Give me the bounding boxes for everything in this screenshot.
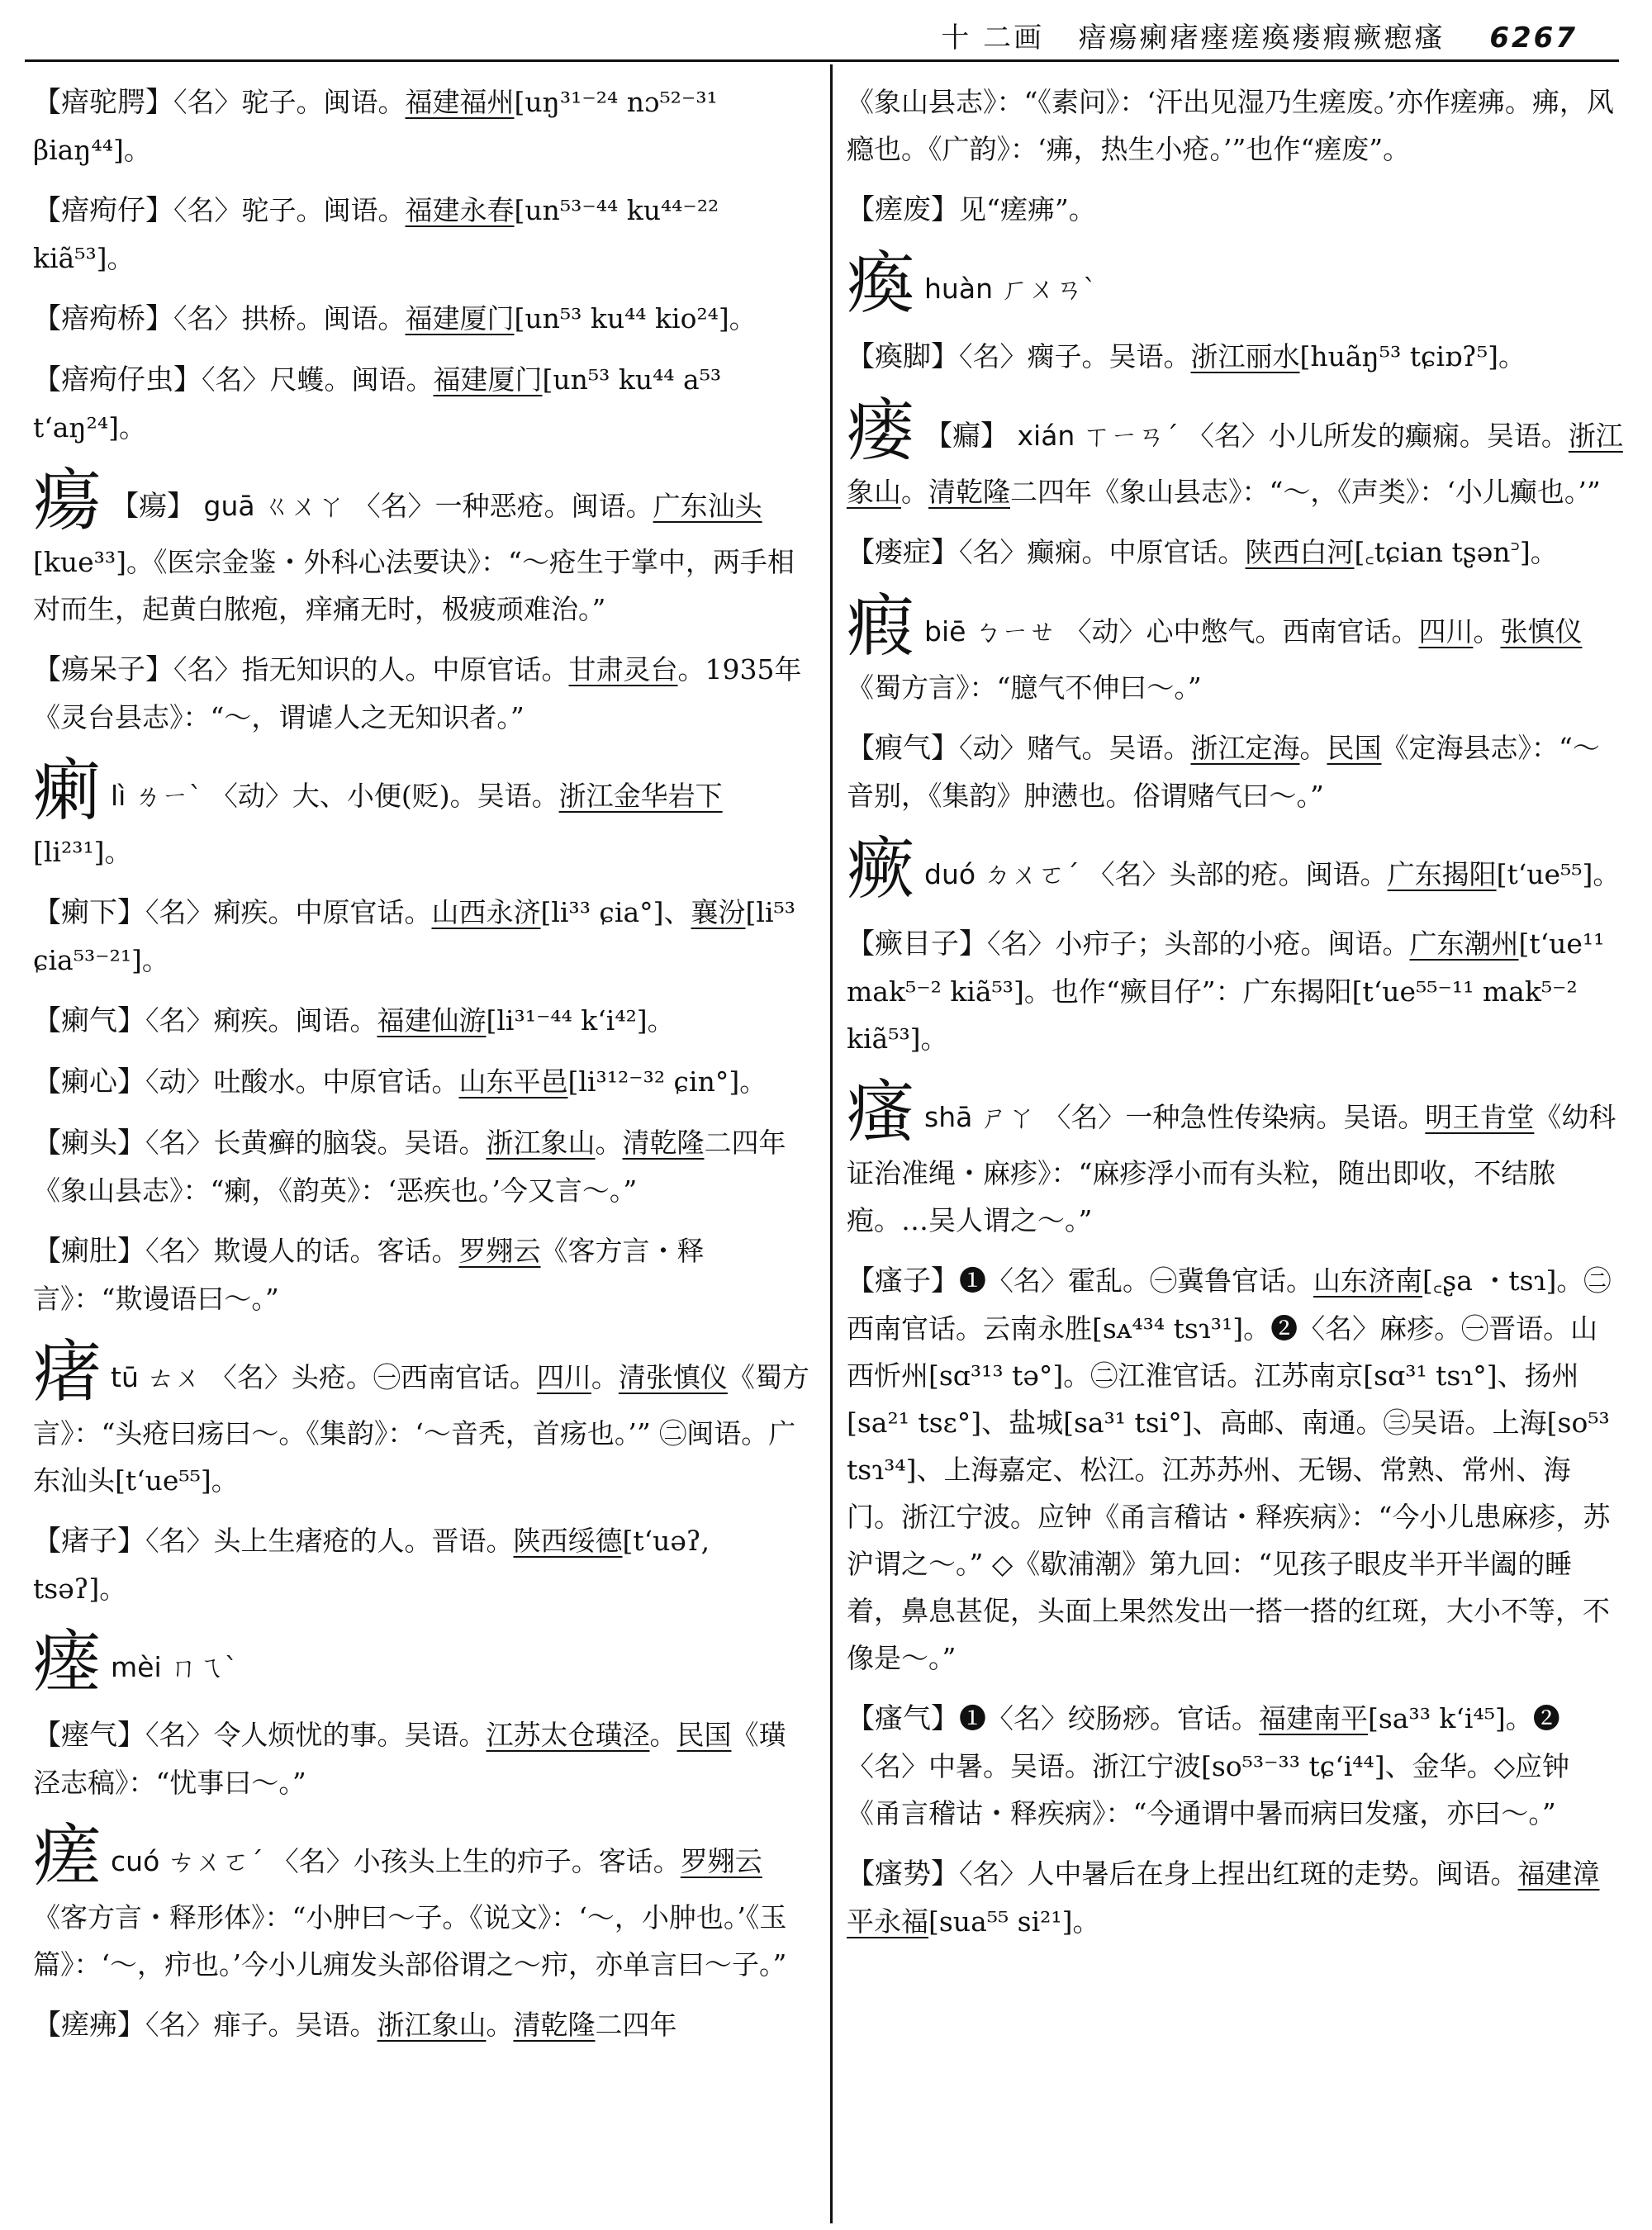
head-character: 瘕 <box>847 587 915 666</box>
head-character: 瘍 <box>33 462 102 540</box>
source-name: 清张慎仪 <box>618 1361 728 1393</box>
place-name: 四川 <box>1418 615 1474 648</box>
definition-mid: 。 <box>1473 615 1501 648</box>
character-entry <box>33 464 809 633</box>
place-name: 甘肃灵台 <box>568 653 678 686</box>
definition: 〈名〉头上生瘏疮的人。晋语。 <box>145 1525 514 1557</box>
entry <box>847 1257 1623 1682</box>
place-name: 浙江定海 <box>1190 732 1300 764</box>
definition: 〈名〉癫痫。中原官话。 <box>959 536 1246 568</box>
source-name: 罗翙云 <box>458 1235 541 1267</box>
definition: ❶〈名〉绞肠痧。官话。 <box>959 1702 1259 1734</box>
head-character: 瘏 <box>33 1333 102 1412</box>
definition: 〈名〉驼子。闽语。 <box>173 86 406 118</box>
place-name: 陕西绥德 <box>513 1525 623 1557</box>
entry <box>33 1058 809 1106</box>
left-column <box>33 78 809 2222</box>
zhuyin: ㄊㄨ <box>146 1361 202 1393</box>
head-character: 瘘 <box>847 391 915 470</box>
zhuyin: ㄘㄨㄛˊ <box>168 1845 263 1877</box>
entry <box>33 1227 809 1322</box>
character-entry <box>33 1625 809 1700</box>
definition-tail: 《客方言・释形体》：“小肿曰～子。《说文》：‘～，小肿也。’《玉篇》：‘～，疖也。’今小儿痈发头部俗谓之～疖，亦单言曰～子。” <box>33 1901 787 1981</box>
definition-tail: [li³¹²⁻³² ɕin°]。 <box>567 1065 767 1098</box>
source-name: 张慎仪 <box>1500 615 1583 648</box>
headword: 【瘌肚】 <box>33 1235 145 1268</box>
place-name: 浙江丽水 <box>1190 340 1300 372</box>
headword: 【瘥废】 <box>847 193 959 226</box>
head-character: 瘌 <box>33 752 102 830</box>
entry <box>33 187 809 282</box>
source-name: 民国 <box>676 1719 732 1751</box>
definition-tail: [꜀tɕian tʂən꜄]。 <box>1354 536 1558 568</box>
definition-tail: 《幼科证治准绳・麻疹》：“麻疹浮小而有头粒，随出即收，不结脓疱。…吴人谓之～。” <box>847 1101 1616 1236</box>
definition-mid: 。 <box>649 1719 677 1751</box>
definition-tail: [un⁵³ ku⁴⁴ kio²⁴]。 <box>514 302 757 334</box>
place-name: 陕西白河 <box>1245 536 1355 568</box>
headword: 【瘏子】 <box>33 1525 145 1558</box>
entry <box>847 529 1623 576</box>
definition: 〈名〉小孩头上生的疖子。客话。 <box>271 1845 681 1877</box>
zhuyin: ㄏㄨㄢˋ <box>1000 273 1097 305</box>
headword: 【瘥疿】 <box>33 2009 145 2042</box>
page-number: 6267 <box>1489 21 1578 55</box>
place-name: 山西永济 <box>431 896 541 928</box>
definition: 〈名〉拱桥。闽语。 <box>173 302 406 334</box>
definition: 〈名〉人中暑后在身上捏出红斑的走势。闽语。 <box>959 1858 1518 1890</box>
definition: 〈名〉一种急性传染病。吴语。 <box>1043 1101 1426 1133</box>
headword: 【瘙气】 <box>847 1702 959 1735</box>
place-name: 广东潮州 <box>1409 928 1519 960</box>
entry <box>33 1517 809 1612</box>
headword: 【瘖痀仔虫】 <box>33 363 202 396</box>
source-name: 清乾隆 <box>928 476 1010 508</box>
definition: 〈名〉令人烦忧的事。吴语。 <box>145 1719 487 1751</box>
definition: 〈名〉痢疾。中原官话。 <box>145 896 432 928</box>
definition: 〈动〉赌气。吴语。 <box>959 732 1191 764</box>
definition-tail: [li⁵³ ɕia⁵³⁻²¹]。 <box>33 896 795 976</box>
headword: 【瘍】 <box>111 490 196 523</box>
definition: 〈名〉驼子。闽语。 <box>173 194 406 226</box>
headword: 【瘌气】 <box>33 1004 145 1037</box>
zhuyin: ㄌㄧˋ <box>134 780 202 812</box>
place-name: 山东平邑 <box>458 1065 568 1098</box>
right-column <box>847 78 1623 2222</box>
zhuyin: ㄉㄨㄛˊ <box>984 858 1080 890</box>
definition-tail: [sua⁵⁵ si²¹]。 <box>928 1905 1100 1938</box>
headword: 【瘺】 <box>924 420 1009 453</box>
pinyin: xián <box>1017 420 1075 452</box>
headword: 【瘌心】 <box>33 1065 145 1098</box>
page-header <box>941 15 1578 55</box>
zhuyin: ㄍㄨㄚ <box>263 490 345 522</box>
source-name: 清乾隆 <box>513 2009 596 2041</box>
definition-tail: 二四年《象山县志》：“瘌，《韵英》：‘恶疾也。’今又言～。” <box>33 1127 786 1207</box>
definition-tail: 《定海县志》：“～音别，《集韵》肿懑也。俗谓赌气曰～。” <box>847 732 1600 812</box>
definition-mid: 。 <box>595 1127 623 1159</box>
definition: 〈名〉小疖子；头部的小疮。闽语。 <box>987 928 1410 960</box>
place-name: 浙江象山 <box>847 420 1623 508</box>
pinyin: huàn <box>924 273 993 305</box>
pinyin: tū <box>111 1361 139 1393</box>
definition: 〈动〉吐酸水。中原官话。 <box>145 1065 459 1098</box>
pinyin: duó <box>924 858 976 890</box>
definition: 〈名〉瘸子。吴语。 <box>959 340 1191 372</box>
place-name: 福建厦门 <box>405 302 515 334</box>
entry <box>847 1695 1623 1837</box>
pinyin: mèi <box>111 1651 162 1683</box>
definition-tail: [uŋ³¹⁻²⁴ nɔ⁵²⁻³¹ βiaŋ⁴⁴]。 <box>33 86 718 166</box>
headword: 【瘙势】 <box>847 1858 959 1891</box>
column-divider <box>830 64 833 2223</box>
place-name: 浙江象山 <box>377 2009 487 2041</box>
definition-tail: [꜀ʂa ・tsɿ]。㊁西南官话。云南永胜[sᴀ⁴³⁴ tsɿ³¹]。❷〈名〉麻疹。㊀晋语。山西忻州[sɑ³¹³ tə°]。㊁江淮官话。江苏南京[sɑ³¹ tsɿ°]、扬州[sa²¹ tsɛ°]、盐城[sa³¹ tsi°]、高邮、南通。㊂吴语。上海[so⁵³ tsɿ³⁴]、上海嘉定、松江。江苏苏州、无锡、常熟、常州、海门。浙江宁波。应钟《甬言稽诂・释疾病》：“今小儿患麻疹，苏沪谓之～。” ◇《歇浦潮》第九回：“见孩子眼皮半开半阖的睡着，鼻息甚促，头面上果然发出一搭一搭的红斑，大小不等，不像是～。” <box>847 1264 1612 1674</box>
entry <box>33 295 809 343</box>
source-name: 清乾隆 <box>622 1127 705 1159</box>
definition-tail: [tʻue¹¹ mak⁵⁻² kiã⁵³]。也作“瘚目仔”：广东揭阳[tʻue⁵⁵⁻¹¹ mak⁵⁻² kiã⁵³]。 <box>847 928 1605 1055</box>
pinyin: shā <box>924 1101 973 1133</box>
definition-tail: [kue³³]。《医宗金鉴・外科心法要诀》：“～疮生于掌中，两手相对而生，起黄白脓疱，痒痛无时，极疲顽难治。” <box>33 546 795 625</box>
entry <box>33 646 809 741</box>
definition: 〈名〉欺谩人的话。客话。 <box>145 1235 459 1267</box>
definition-tail: [un⁵³⁻⁴⁴ ku⁴⁴⁻²² kiã⁵³]。 <box>33 194 719 274</box>
place-name: 浙江象山 <box>486 1127 596 1159</box>
head-character: 瘚 <box>847 830 915 909</box>
entry <box>847 333 1623 381</box>
pinyin: lì <box>111 780 126 812</box>
zhuyin: ㄒㄧㄢˊ <box>1083 420 1179 452</box>
definition: 〈名〉痱子。吴语。 <box>145 2009 377 2041</box>
entry <box>847 1850 1623 1945</box>
place-name: 福建厦门 <box>433 363 543 396</box>
definition-mid: 。 <box>1299 732 1327 764</box>
definition: 〈动〉大、小便(贬)。吴语。 <box>210 780 559 812</box>
character-entry <box>847 244 1623 323</box>
definition-tail: [li²³¹]。 <box>33 836 132 868</box>
pinyin: guā <box>203 490 255 522</box>
header-chars: 瘖瘍瘌瘏瘗瘥瘓瘘瘕瘚瘛瘙 <box>1078 21 1446 55</box>
place-name: 福建漳平永福 <box>847 1858 1600 1938</box>
definition-mid: 。 <box>591 1361 619 1393</box>
definition: 〈名〉头部的疮。闽语。 <box>1087 858 1388 890</box>
place-name: 四川 <box>536 1361 591 1393</box>
pinyin: biē <box>924 615 966 648</box>
place-name: 江苏太仓璜泾 <box>486 1719 650 1751</box>
definition: 〈名〉痢疾。闽语。 <box>145 1004 377 1037</box>
character-entry <box>33 754 809 875</box>
place-name: 福建南平 <box>1259 1702 1368 1734</box>
entry-continuation: 《象山县志》：“《素问》：‘汗出见湿乃生瘥废。’亦作瘥疿。疿，风瘾也。《广韵》：‘疿，热生小疮。’”也作“瘥废”。 <box>847 86 1614 165</box>
place-name: 襄汾 <box>691 896 746 928</box>
headword: 【瘌下】 <box>33 896 145 929</box>
definition-tail: [un⁵³ ku⁴⁴ a⁵³ tʻaŋ²⁴]。 <box>33 363 722 444</box>
definition-tail: 《客方言・释言》：“欺谩语曰～。” <box>33 1235 705 1315</box>
zhuyin: ㄅㄧㄝ <box>974 615 1056 648</box>
head-character: 瘥 <box>33 1817 102 1896</box>
definition: ❶〈名〉霍乱。㊀冀鲁官话。 <box>959 1264 1313 1297</box>
definition-tail: [tʻuəʔ, tsəʔ]。 <box>33 1525 710 1605</box>
head-character: 瘓 <box>847 244 915 323</box>
definition: 〈名〉指无知识的人。中原官话。 <box>173 653 569 686</box>
headword: 【瘙子】 <box>847 1264 959 1298</box>
entry <box>33 78 809 173</box>
place-name: 山东济南 <box>1313 1264 1422 1297</box>
entry <box>33 1711 809 1806</box>
headword: 【瘌头】 <box>33 1127 145 1160</box>
zhuyin: ㄕㄚ <box>980 1101 1036 1133</box>
headword: 【瘖痀桥】 <box>33 302 173 335</box>
pinyin: cuó <box>111 1845 160 1877</box>
definition: 见“瘥疿”。 <box>959 193 1096 225</box>
source-name: 明王肯堂 <box>1425 1101 1535 1133</box>
place-name: 广东汕头 <box>653 490 762 522</box>
character-entry <box>847 1075 1623 1244</box>
entry <box>33 1119 809 1214</box>
entry <box>847 920 1623 1062</box>
source-name: 民国 <box>1327 732 1382 764</box>
entry <box>33 997 809 1045</box>
entry <box>847 186 1623 234</box>
definition-mid: 。 <box>486 2009 514 2041</box>
entry <box>33 889 809 984</box>
head-character: 瘙 <box>847 1073 915 1151</box>
headword: 【瘍呆子】 <box>33 653 173 686</box>
head-character: 瘗 <box>33 1623 102 1701</box>
entry <box>33 356 809 451</box>
definition-tail: 《璜泾志稿》：“忧事曰～。” <box>33 1719 786 1799</box>
section-label: 十 二画 <box>941 21 1045 55</box>
definition: 〈动〉心中憋气。西南官话。 <box>1064 615 1419 648</box>
headword: 【瘓脚】 <box>847 340 959 373</box>
headword: 【瘘症】 <box>847 536 959 569</box>
definition-tail: 二四年《象山县志》：“～，《声类》：‘小儿癫也。’” <box>1010 476 1601 508</box>
character-entry <box>847 391 1623 515</box>
definition: 〈名〉一种恶疮。闽语。 <box>353 490 653 522</box>
definition-tail: [sa³³ kʻi⁴⁵]。❷〈名〉中暑。吴语。浙江宁波[so⁵³⁻³³ tɕʻi⁴⁴]、金华。◇应钟《甬言稽诂・释疾病》：“今通谓中暑而病曰发瘙，亦曰～。” <box>847 1702 1569 1829</box>
character-entry <box>847 830 1623 909</box>
headword: 【瘕气】 <box>847 732 959 765</box>
headword: 【瘖驼腭】 <box>33 86 173 119</box>
header-rule <box>25 59 1619 62</box>
source-name: 罗翙云 <box>680 1845 762 1877</box>
definition: 〈名〉长黄癣的脑袋。吴语。 <box>145 1127 487 1159</box>
zhuyin: ㄇㄟˋ <box>169 1651 239 1683</box>
headword: 【瘗气】 <box>33 1719 145 1752</box>
definition: 〈名〉小儿所发的癫痫。吴语。 <box>1186 420 1569 452</box>
place-name: 福建仙游 <box>377 1004 487 1037</box>
place-name: 福建福州 <box>405 86 515 118</box>
definition-tail: 《蜀方言》：“臆气不伸曰～。” <box>847 671 1202 704</box>
definition-mid: [li³³ ɕia°]、 <box>540 896 691 928</box>
place-name: 广东揭阳 <box>1387 858 1497 890</box>
entry <box>847 724 1623 819</box>
headword: 【瘖痀仔】 <box>33 194 173 227</box>
definition-mid: 。 <box>901 476 928 508</box>
character-entry <box>33 1333 809 1504</box>
character-entry <box>847 587 1623 711</box>
definition: 〈名〉头疮。㊀西南官话。 <box>209 1361 537 1393</box>
definition-tail: 二四年 <box>595 2009 677 2041</box>
definition: 〈名〉尺蠖。闽语。 <box>202 363 434 396</box>
definition-tail: [huãŋ⁵³ tɕiɒʔ⁵]。 <box>1299 340 1526 372</box>
headword: 【瘚目子】 <box>847 928 987 961</box>
definition-tail: [tʻue⁵⁵]。 <box>1496 858 1621 890</box>
character-entry <box>33 1817 809 1988</box>
definition-tail: [li³¹⁻⁴⁴ kʻi⁴²]。 <box>486 1004 675 1037</box>
place-name: 福建永春 <box>405 194 515 226</box>
definition-tail: 。1935年《灵台县志》：“～，谓谑人之无知识者。” <box>33 653 802 733</box>
place-name: 浙江金华岩下 <box>558 780 723 812</box>
definition-tail: 《蜀方言》：“头疮曰疡曰～。《集韵》：‘～音秃，首疡也。’” ㊁闽语。广东汕头[tʻue⁵⁵]。 <box>33 1361 809 1497</box>
entry <box>33 2001 809 2049</box>
